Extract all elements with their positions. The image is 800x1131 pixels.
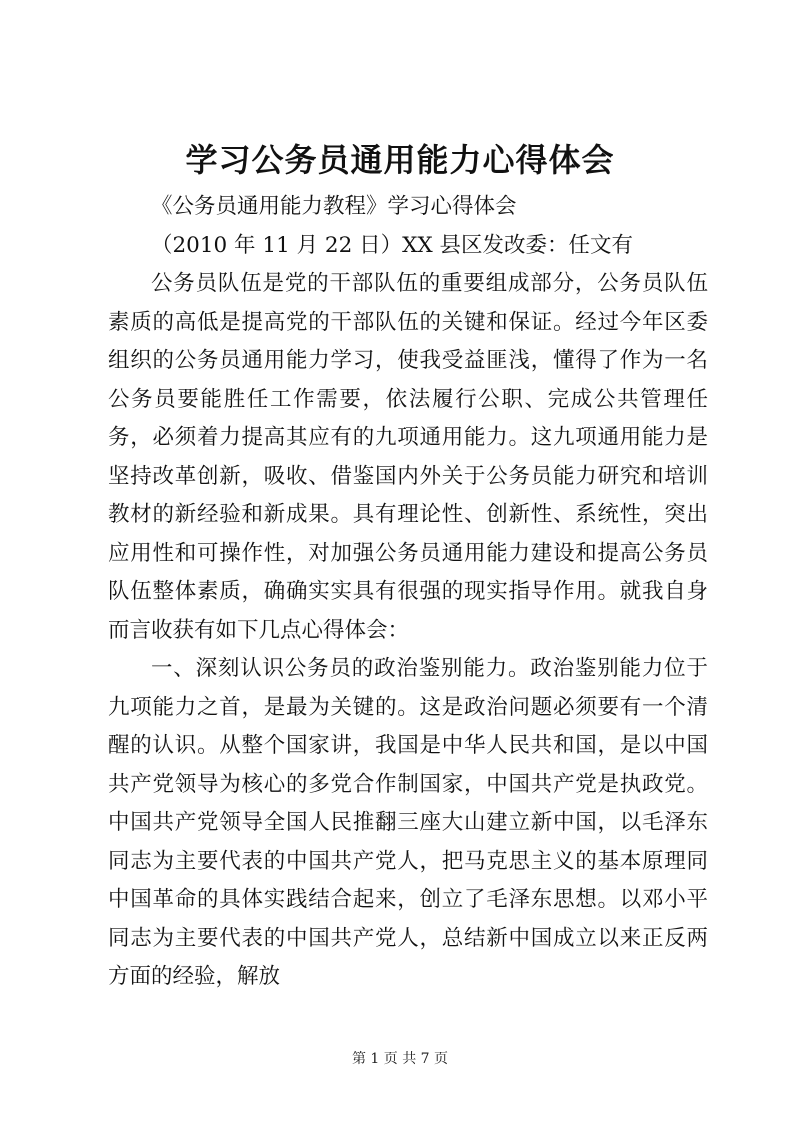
paragraph-section-one: 一、深刻认识公务员的政治鉴别能力。政治鉴别能力位于九项能力之首，是最为关键的。这是政治问题必须要有一个清醒的认识。从整个国家讲，我国是中华人民共和国，是以中国共产党领导为核心的多党合作制国家，中国共产党是执政党。中国共产党领导全国人民推翻三座大山建立新中国，以毛泽东同志为主要代表的中国共产党人，把马克思主义的基本原理同中国革命的具体实践结合起来，创立了毛泽东思想。以邓小平同志为主要代表的中国共产党人，总结新中国成立以来正反两方面的经验，解放 (108, 656, 708, 989)
byline: （2010 年 11 月 22 日）XX 县区发改委：任文有 (151, 232, 634, 258)
document-title: 学习公务员通用能力心得体会 (185, 141, 615, 179)
page-number-footer: 第 1 页 共 7 页 (351, 1051, 449, 1067)
subtitle-line: 《公务员通用能力教程》学习心得体会 (151, 194, 517, 219)
document-body (108, 188, 708, 997)
paragraph-intro: 公务员队伍是党的干部队伍的重要组成部分，公务员队伍素质的高低是提高党的干部队伍的关键和保证。经过今年区委组织的公务员通用能力学习，使我受益匪浅，懂得了作为一名公务员要能胜任工作需要，依法履行公职、完成公共管理任务，必须着力提高其应有的九项通用能力。这九项通用能力是坚持改革创新，吸收、借鉴国内外关于公务员能力研究和培训教材的新经验和新成果。具有理论性、创新性、系统性，突出应用性和可操作性，对加强公务员通用能力建设和提高公务员队伍整体素质，确确实实具有很强的现实指导作用。就我自身而言收获有如下几点心得体会： (108, 271, 708, 643)
